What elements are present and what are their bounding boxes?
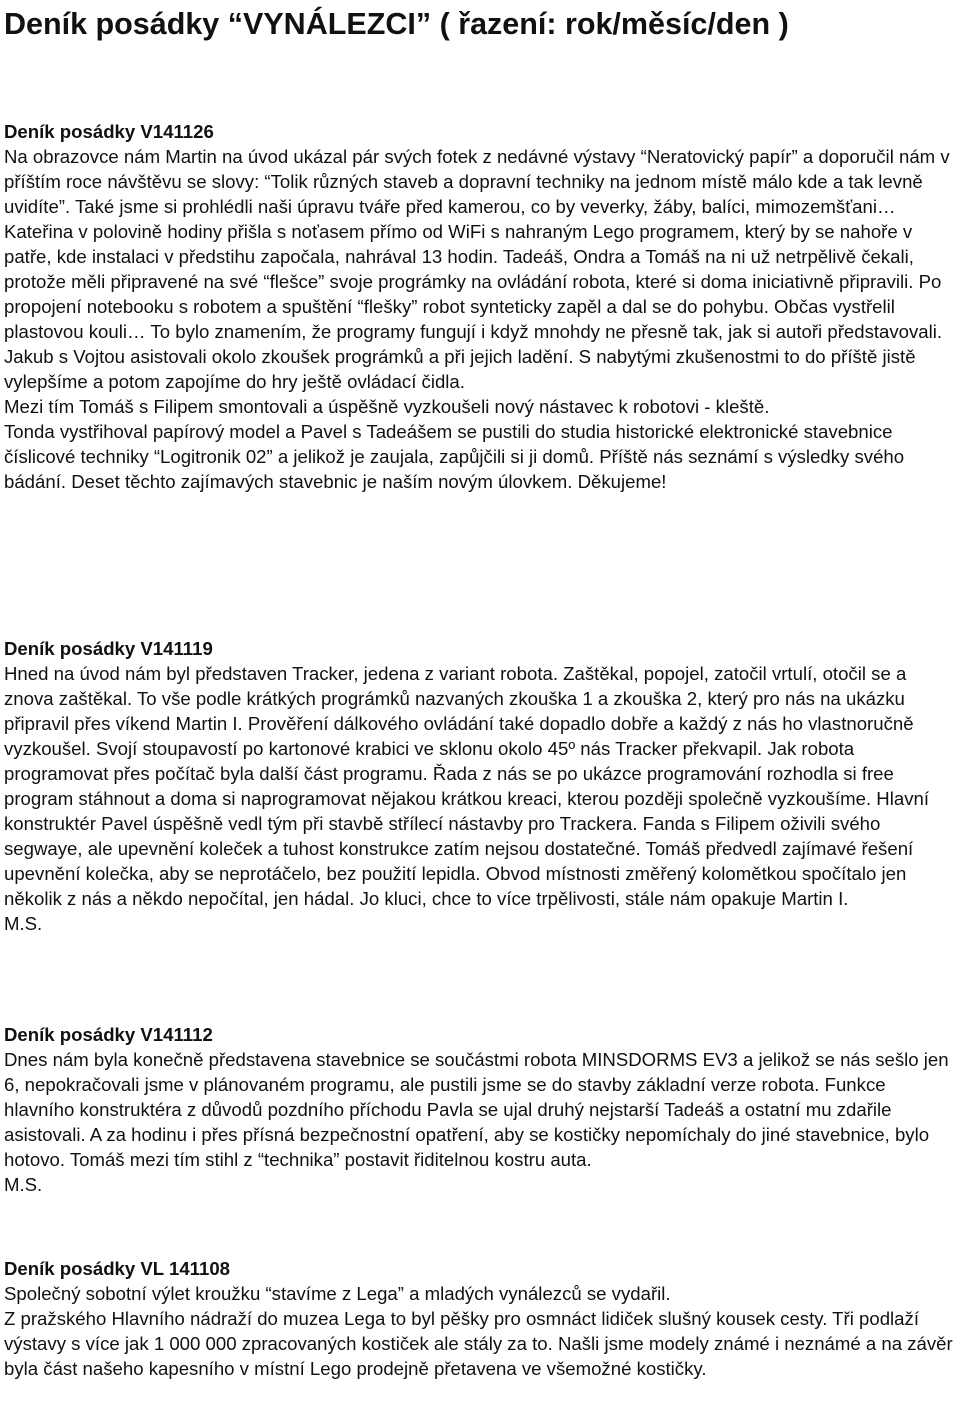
entry-paragraph: Společný sobotní výlet kroužku “stavíme z Lega” a mladých vynálezců se vydařil. bbox=[4, 1283, 671, 1304]
page-title: Deník posádky “VYNÁLEZCI” ( řazení: rok/měsíc/den ) bbox=[4, 7, 789, 41]
journal-entry bbox=[4, 119, 958, 494]
entry-paragraph: Kateřina v polovině hodiny přišla s noťasem přímo od WiFi s nahraným Lego programem, který by se nahoře v patře, kde instalaci v předstihu započala, nahrával 13 hodin. Tadeáš, Ondra a Tomáš na ni už netrpělivě čekali, protože měli připravené na své “flešce” svoje prográmky na ovládání robota, které si doma iniciativně připravili. Po propojení notebooku s robotem a spuštění “flešky” robot synteticky zapěl a dal se do pohybu. Občas vystřelil plastovou kouli… To bylo znamením, že programy fungují i když mnohdy ne přesně tak, jak si autoři představovali. Jakub s Vojtou asistovali okolo zkoušek prográmků a při jejich ladění. S nabytými zkušenostmi to do příště jistě vylepšíme a potom zapojíme do hry ještě ovládací čidla. bbox=[4, 221, 943, 392]
entry-paragraph: Z pražského Hlavního nádraží do muzea Lega to byl pěšky pro osmnáct lidiček slušný kousek cesty. Tři podlaží výstavy s více jak 1 000 000 zpracovaných kostiček ale stály za to. Našli jsme modely známé i neznámé a na závěr byla část našeho kapesního v místní Lego prodejně přetavena ve všemožné kostičky. bbox=[4, 1308, 953, 1379]
entry-body bbox=[4, 144, 958, 494]
entry-paragraph: Hned na úvod nám byl představen Tracker, jedena z variant robota. Zaštěkal, popojel, zatočil vrtulí, otočil se a znova zaštěkal. To vše podle krátkých prográmků nazvaných zkouška 1 a zkouška 2, který pro nás na ukázku připravil přes víkend Martin I. Prověření dálkového ovládání také dopadlo dobře a každý z nás ho vlastnoručně vyzkoušel. Svojí stoupavostí po kartonové krabici ve sklonu okolo 45º nás Tracker překvapil. Jak robota programovat přes počítač byla další část programu. Řada z nás se po ukázce programování rozhodla si free program stáhnout a doma si naprogramovat nějakou krátkou kreaci, kterou později společně vyzkoušíme. Hlavní konstruktér Pavel úspěšně vedl tým při stavbě střílecí nástavby pro Trackera. Fanda s Filipem oživili svého segwaye, ale upevnění koleček a tuhost konstrukce zatím nejsou dostatečné. Tomáš předvedl zajímavé řešení upevnění kolečka, aby se neprotáčelo, bez použití lepidla. Obvod místnosti změřený kolomětkou spočítalo jen několik z nás a někdo nepočítal, jen hádal. Jo kluci, chce to více trpělivosti, stále nám opakuje Martin I. bbox=[4, 663, 930, 909]
journal-entry bbox=[4, 636, 958, 936]
entry-signature: M.S. bbox=[4, 913, 43, 934]
entry-signature: M.S. bbox=[4, 1174, 43, 1195]
entry-heading: Deník posádky VL 141108 bbox=[4, 1258, 231, 1279]
entry-heading: Deník posádky V141126 bbox=[4, 121, 214, 142]
entry-paragraph: Na obrazovce nám Martin na úvod ukázal pár svých fotek z nedávné výstavy “Neratovický papír” a doporučil nám v příštím roce návštěvu se slovy: “Tolik různých staveb a dopravní techniky na jednom místě málo kde a tak levně uvidíte”. Také jsme si prohlédli naši úpravu tváře před kamerou, co by veverky, žáby, balíci, mimozemšťani… bbox=[4, 146, 950, 217]
entry-paragraph: Dnes nám byla konečně představena stavebnice se součástmi robota MINSDORMS EV3 a jelikož se nás sešlo jen 6, nepokračovali jsme v plánovaném programu, ale pustili jsme se do stavby základní verze robota. Funkce hlavního konstruktéra z důvodů pozdního příchodu Pavla se ujal druhý nejstarší Tadeáš a ostatní mu zdařile asistovali. A za hodinu i přes přísná bezpečnostní opatření, aby se kostičky nepomíchaly do jiné stavebnice, bylo hotovo. Tomáš mezi tím stihl z “technika” postavit řiditelnou kostru auta. bbox=[4, 1049, 949, 1170]
entry-heading: Deník posádky V141112 bbox=[4, 1024, 213, 1045]
entry-body bbox=[4, 1281, 958, 1381]
journal-page bbox=[4, 0, 958, 1379]
entry-paragraph: Mezi tím Tomáš s Filipem smontovali a úspěšně vyzkoušeli nový nástavec k robotovi - kleště. bbox=[4, 396, 770, 417]
journal-entry bbox=[4, 1022, 958, 1197]
journal-entry bbox=[4, 1256, 958, 1381]
entry-body bbox=[4, 1047, 958, 1197]
entry-paragraph: Tonda vystřihoval papírový model a Pavel s Tadeášem se pustili do studia historické elektronické stavebnice číslicové techniky “Logitronik 02” a jelikož je zaujala, zapůjčili si ji domů. Příště nás seznámí s výsledky svého bádání. Deset těchto zajímavých stavebnic je naším novým úlovkem. Děkujeme! bbox=[4, 421, 905, 492]
entry-heading: Deník posádky V141119 bbox=[4, 638, 213, 659]
entry-body bbox=[4, 661, 958, 936]
